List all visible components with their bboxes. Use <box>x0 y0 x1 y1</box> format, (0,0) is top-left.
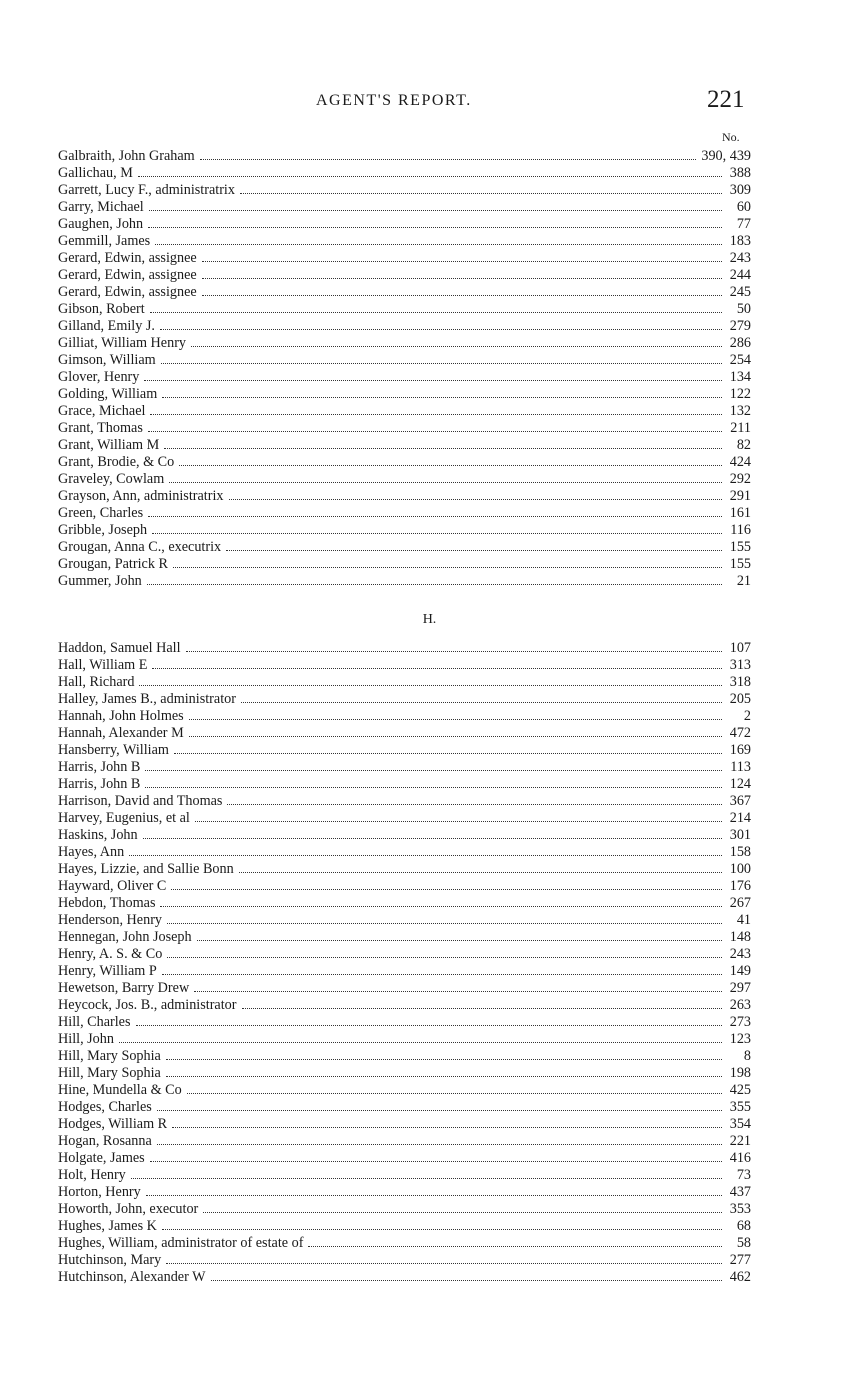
dot-leader <box>194 980 722 992</box>
index-entry <box>58 1167 751 1184</box>
dot-leader <box>166 1065 722 1077</box>
entry-name: Howorth, John, executor <box>58 1201 199 1217</box>
index-entry <box>58 759 751 776</box>
index-entry <box>58 522 751 539</box>
entry-name: Hill, Mary Sophia <box>58 1065 161 1081</box>
entry-name: Hutchinson, Alexander W <box>58 1269 206 1285</box>
entry-name: Grant, Thomas <box>58 420 143 436</box>
entry-number: 354 <box>729 1116 751 1132</box>
entry-number: 8 <box>743 1048 751 1064</box>
entry-number: 161 <box>729 505 751 521</box>
dot-leader <box>227 793 722 805</box>
dot-leader <box>145 776 722 788</box>
entry-number: 425 <box>729 1082 751 1098</box>
dot-leader <box>191 335 722 347</box>
index-entry <box>58 640 751 657</box>
dot-leader <box>160 895 722 907</box>
index-list-g <box>58 148 751 590</box>
entry-name: Hebdon, Thomas <box>58 895 156 911</box>
entry-name: Heycock, Jos. B., administrator <box>58 997 237 1013</box>
entry-number: 472 <box>729 725 751 741</box>
index-entry <box>58 1099 751 1116</box>
index-entry <box>58 1065 751 1082</box>
dot-leader <box>139 674 722 686</box>
entry-number: 437 <box>729 1184 751 1200</box>
entry-name: Garry, Michael <box>58 199 144 215</box>
dot-leader <box>226 539 722 551</box>
index-entry <box>58 844 751 861</box>
entry-name: Grougan, Anna C., executrix <box>58 539 222 555</box>
index-entry <box>58 725 751 742</box>
dot-leader <box>148 216 722 228</box>
index-entry <box>58 691 751 708</box>
entry-name: Harris, John B <box>58 759 141 775</box>
dot-leader <box>157 1099 722 1111</box>
index-entry <box>58 301 751 318</box>
entry-number: 309 <box>729 182 751 198</box>
entry-name: Grougan, Patrick R <box>58 556 168 572</box>
entry-name: Hughes, William, administrator of estate of <box>58 1235 304 1251</box>
entry-name: Hall, William E <box>58 657 148 673</box>
index-entry <box>58 1116 751 1133</box>
entry-name: Hannah, John Holmes <box>58 708 184 724</box>
entry-number: 211 <box>730 420 751 436</box>
dot-leader <box>169 471 722 483</box>
dot-leader <box>149 199 722 211</box>
entry-name: Hogan, Rosanna <box>58 1133 152 1149</box>
entry-name: Hayes, Ann <box>58 844 125 860</box>
entry-name: Hodges, Charles <box>58 1099 152 1115</box>
entry-name: Gimson, William <box>58 352 156 368</box>
dot-leader <box>145 759 722 771</box>
entry-name: Holgate, James <box>58 1150 145 1166</box>
index-entry <box>58 539 751 556</box>
dot-leader <box>119 1031 722 1043</box>
index-entry <box>58 233 751 250</box>
entry-name: Hill, Charles <box>58 1014 131 1030</box>
dot-leader <box>187 1082 722 1094</box>
entry-name: Galbraith, John Graham <box>58 148 195 164</box>
index-entry <box>58 420 751 437</box>
column-label-no: No. <box>722 130 740 144</box>
dot-leader <box>150 403 722 415</box>
index-entry <box>58 810 751 827</box>
entry-name: Gemmill, James <box>58 233 151 249</box>
dot-leader <box>143 827 722 839</box>
index-entry <box>58 861 751 878</box>
entry-number: 158 <box>729 844 751 860</box>
index-entry <box>58 318 751 335</box>
entry-name: Hayward, Oliver C <box>58 878 167 894</box>
entry-number: 254 <box>729 352 751 368</box>
index-entry <box>58 827 751 844</box>
entry-number: 68 <box>736 1218 751 1234</box>
entry-number: 169 <box>729 742 751 758</box>
dot-leader <box>189 708 722 720</box>
running-title: AGENT'S REPORT. <box>316 92 472 109</box>
index-entry <box>58 386 751 403</box>
dot-leader <box>189 725 722 737</box>
entry-name: Gribble, Joseph <box>58 522 148 538</box>
entry-name: Golding, William <box>58 386 158 402</box>
index-entry <box>58 505 751 522</box>
index-entry <box>58 895 751 912</box>
dot-leader <box>147 573 722 585</box>
entry-name: Grant, William M <box>58 437 160 453</box>
dot-leader <box>229 488 723 500</box>
dot-leader <box>138 165 722 177</box>
entry-number: 424 <box>729 454 751 470</box>
index-entry <box>58 1201 751 1218</box>
entry-number: 297 <box>729 980 751 996</box>
dot-leader <box>211 1269 723 1281</box>
entry-number: 244 <box>729 267 751 283</box>
entry-name: Hansberry, William <box>58 742 169 758</box>
entry-name: Gallichau, M <box>58 165 133 181</box>
index-entry <box>58 284 751 301</box>
dot-leader <box>308 1235 722 1247</box>
dot-leader <box>242 997 723 1009</box>
dot-leader <box>167 946 722 958</box>
index-entry <box>58 963 751 980</box>
entry-number: 122 <box>729 386 751 402</box>
index-entry <box>58 148 751 165</box>
entry-number: 292 <box>729 471 751 487</box>
entry-name: Hine, Mundella & Co <box>58 1082 182 1098</box>
index-entry <box>58 793 751 810</box>
entry-number: 82 <box>736 437 751 453</box>
dot-leader <box>166 1048 722 1060</box>
entry-number: 123 <box>729 1031 751 1047</box>
dot-leader <box>152 522 722 534</box>
entry-name: Grant, Brodie, & Co <box>58 454 175 470</box>
entry-number: 355 <box>729 1099 751 1115</box>
dot-leader <box>162 1218 722 1230</box>
entry-name: Gibson, Robert <box>58 301 145 317</box>
entry-number: 148 <box>729 929 751 945</box>
index-entry <box>58 471 751 488</box>
entry-name: Harvey, Eugenius, et al <box>58 810 190 826</box>
entry-number: 77 <box>736 216 751 232</box>
entry-name: Harrison, David and Thomas <box>58 793 223 809</box>
entry-number: 155 <box>729 539 751 555</box>
dot-leader <box>161 352 722 364</box>
entry-number: 21 <box>736 573 751 589</box>
entry-name: Garrett, Lucy F., administratrix <box>58 182 235 198</box>
index-entry <box>58 878 751 895</box>
entry-name: Hall, Richard <box>58 674 135 690</box>
entry-name: Gaughen, John <box>58 216 144 232</box>
entry-name: Halley, James B., administrator <box>58 691 236 707</box>
entry-number: 416 <box>729 1150 751 1166</box>
dot-leader <box>146 1184 722 1196</box>
dot-leader <box>197 929 722 941</box>
dot-leader <box>186 640 722 652</box>
index-entry <box>58 1235 751 1252</box>
dot-leader <box>129 844 722 856</box>
entry-number: 198 <box>729 1065 751 1081</box>
dot-leader <box>136 1014 722 1026</box>
entry-number: 41 <box>736 912 751 928</box>
dot-leader <box>174 742 722 754</box>
entry-name: Gerard, Edwin, assignee <box>58 284 197 300</box>
dot-leader <box>167 912 722 924</box>
index-entry <box>58 708 751 725</box>
entry-number: 301 <box>729 827 751 843</box>
index-entry <box>58 657 751 674</box>
entry-number: 221 <box>729 1133 751 1149</box>
entry-number: 107 <box>729 640 751 656</box>
entry-number: 58 <box>736 1235 751 1251</box>
entry-number: 176 <box>729 878 751 894</box>
entry-number: 60 <box>736 199 751 215</box>
dot-leader <box>131 1167 722 1179</box>
dot-leader <box>202 284 722 296</box>
dot-leader <box>173 556 722 568</box>
dot-leader <box>179 454 722 466</box>
entry-number: 214 <box>729 810 751 826</box>
index-entry <box>58 369 751 386</box>
entry-name: Haskins, John <box>58 827 138 843</box>
index-entry <box>58 216 751 233</box>
index-entry <box>58 742 751 759</box>
dot-leader <box>239 861 722 873</box>
entry-number: 313 <box>729 657 751 673</box>
entry-name: Hayes, Lizzie, and Sallie Bonn <box>58 861 234 877</box>
dot-leader <box>157 1133 722 1145</box>
dot-leader <box>148 505 722 517</box>
entry-number: 116 <box>730 522 751 538</box>
entry-name: Hannah, Alexander M <box>58 725 184 741</box>
dot-leader <box>162 963 722 975</box>
dot-leader <box>148 420 722 432</box>
index-entry <box>58 929 751 946</box>
index-entry <box>58 250 751 267</box>
entry-name: Holt, Henry <box>58 1167 126 1183</box>
entry-number: 291 <box>729 488 751 504</box>
index-entry <box>58 997 751 1014</box>
dot-leader <box>166 1252 722 1264</box>
entry-number: 286 <box>729 335 751 351</box>
entry-name: Gerard, Edwin, assignee <box>58 250 197 266</box>
index-entry <box>58 946 751 963</box>
dot-leader <box>171 878 722 890</box>
entry-name: Henry, William P <box>58 963 157 979</box>
index-entry <box>58 1082 751 1099</box>
entry-number: 273 <box>729 1014 751 1030</box>
entry-number: 205 <box>729 691 751 707</box>
dot-leader <box>152 657 722 669</box>
dot-leader <box>155 233 722 245</box>
entry-name: Hodges, William R <box>58 1116 168 1132</box>
dot-leader <box>160 318 722 330</box>
entry-number: 2 <box>743 708 751 724</box>
entry-name: Hill, Mary Sophia <box>58 1048 161 1064</box>
entry-number: 132 <box>729 403 751 419</box>
dot-leader <box>164 437 722 449</box>
entry-name: Glover, Henry <box>58 369 140 385</box>
index-entry <box>58 437 751 454</box>
entry-number: 390, 439 <box>701 148 751 164</box>
dot-leader <box>162 386 722 398</box>
entry-name: Hennegan, John Joseph <box>58 929 192 945</box>
entry-number: 245 <box>729 284 751 300</box>
index-list-h <box>58 640 751 1286</box>
dot-leader <box>240 182 722 194</box>
dot-leader <box>195 810 722 822</box>
entry-number: 277 <box>729 1252 751 1268</box>
entry-name: Grace, Michael <box>58 403 146 419</box>
index-entry <box>58 1031 751 1048</box>
entry-number: 134 <box>729 369 751 385</box>
entry-number: 267 <box>729 895 751 911</box>
entry-name: Grayson, Ann, administratrix <box>58 488 224 504</box>
entry-name: Hutchinson, Mary <box>58 1252 162 1268</box>
entry-name: Gummer, John <box>58 573 142 589</box>
index-entry <box>58 352 751 369</box>
entry-number: 263 <box>729 997 751 1013</box>
index-entry <box>58 556 751 573</box>
index-entry <box>58 1218 751 1235</box>
dot-leader <box>150 1150 722 1162</box>
entry-number: 100 <box>729 861 751 877</box>
dot-leader <box>241 691 722 703</box>
index-entry <box>58 454 751 471</box>
index-entry <box>58 199 751 216</box>
entry-name: Henderson, Henry <box>58 912 163 928</box>
page-header <box>0 86 859 120</box>
entry-name: Haddon, Samuel Hall <box>58 640 181 656</box>
entry-number: 50 <box>736 301 751 317</box>
index-entry <box>58 573 751 590</box>
entry-number: 367 <box>729 793 751 809</box>
entry-name: Green, Charles <box>58 505 144 521</box>
entry-name: Hughes, James K <box>58 1218 157 1234</box>
index-entry <box>58 335 751 352</box>
index-entry <box>58 980 751 997</box>
entry-number: 124 <box>729 776 751 792</box>
index-entry <box>58 488 751 505</box>
dot-leader <box>203 1201 722 1213</box>
entry-number: 243 <box>729 946 751 962</box>
entry-number: 462 <box>729 1269 751 1285</box>
section-letter-h: H. <box>422 612 437 627</box>
entry-number: 243 <box>729 250 751 266</box>
entry-name: Gerard, Edwin, assignee <box>58 267 197 283</box>
entry-number: 183 <box>729 233 751 249</box>
index-entry <box>58 1150 751 1167</box>
index-entry <box>58 1269 751 1286</box>
entry-number: 113 <box>730 759 751 775</box>
entry-number: 279 <box>729 318 751 334</box>
entry-number: 318 <box>729 674 751 690</box>
dot-leader <box>200 148 697 160</box>
index-entry <box>58 267 751 284</box>
index-entry <box>58 1133 751 1150</box>
dot-leader <box>202 250 722 262</box>
index-entry <box>58 1014 751 1031</box>
page-number: 221 <box>707 86 745 113</box>
index-entry <box>58 1252 751 1269</box>
dot-leader <box>144 369 722 381</box>
dot-leader <box>202 267 722 279</box>
index-entry <box>58 182 751 199</box>
entry-name: Gilliat, William Henry <box>58 335 187 351</box>
index-entry <box>58 1048 751 1065</box>
index-entry <box>58 674 751 691</box>
dot-leader <box>150 301 722 313</box>
entry-name: Henry, A. S. & Co <box>58 946 163 962</box>
entry-number: 73 <box>736 1167 751 1183</box>
entry-number: 388 <box>729 165 751 181</box>
index-entry <box>58 165 751 182</box>
entry-name: Gilland, Emily J. <box>58 318 155 334</box>
entry-name: Hill, John <box>58 1031 114 1047</box>
index-entry <box>58 403 751 420</box>
index-entry <box>58 1184 751 1201</box>
entry-name: Hewetson, Barry Drew <box>58 980 190 996</box>
index-entry <box>58 776 751 793</box>
entry-name: Harris, John B <box>58 776 141 792</box>
entry-number: 149 <box>729 963 751 979</box>
index-entry <box>58 912 751 929</box>
dot-leader <box>172 1116 722 1128</box>
entry-number: 353 <box>729 1201 751 1217</box>
entry-number: 155 <box>729 556 751 572</box>
entry-name: Graveley, Cowlam <box>58 471 165 487</box>
entry-name: Horton, Henry <box>58 1184 141 1200</box>
